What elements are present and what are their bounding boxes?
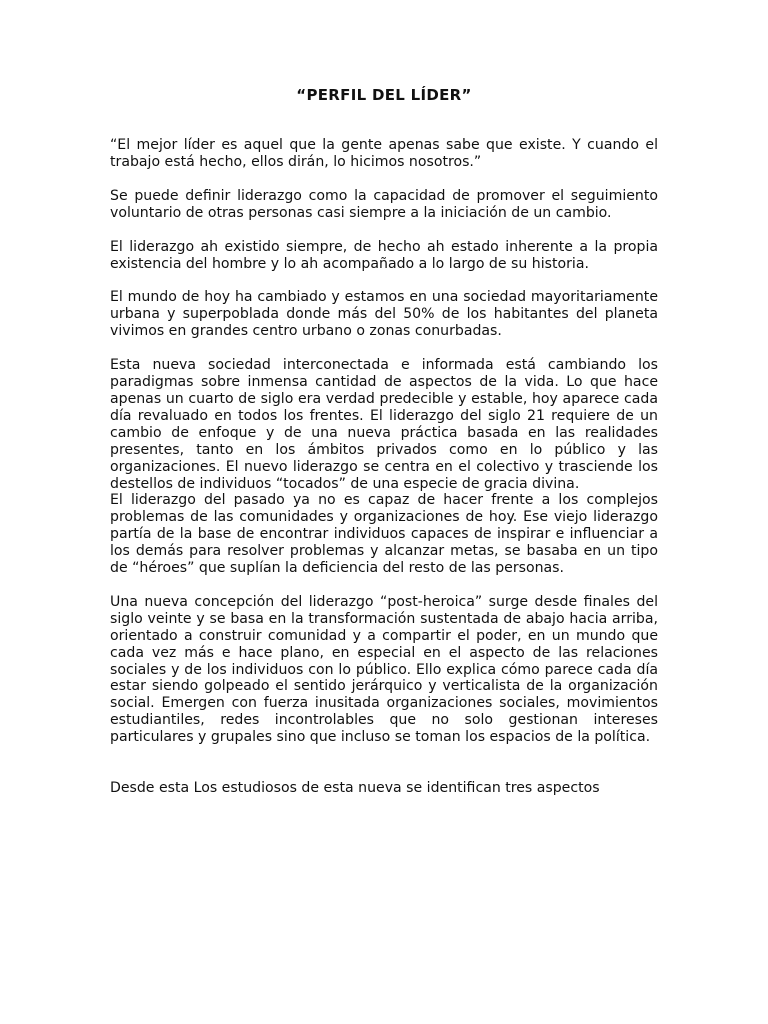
- paragraph-new-society: Esta nueva sociedad interconectada e informada está cambiando los paradigmas sobre inmensa cantidad de aspectos de la vida. Lo que hace apenas un cuarto de siglo era verdad predecible y estable, hoy aparece cada día revaluado en todos los frentes. El liderazgo del siglo 21 requiere de un cambio de enfoque y de una nueva práctica basada en las realidades presentes, tanto en los ámbitos privados como en lo público y las organizaciones. El nuevo liderazgo se centra en el colectivo y trasciende los destellos de individuos “tocados” de una especie de gracia divina.: [110, 357, 658, 492]
- document-body: [110, 137, 658, 814]
- paragraph-closing: Desde esta Los estudiosos de esta nueva se identifican tres aspectos: [110, 780, 600, 797]
- document-title: “PERFIL DEL LÍDER”: [296, 86, 472, 104]
- paragraph-definition: Se puede definir liderazgo como la capacidad de promover el seguimiento voluntario de otras personas casi siempre a la iniciación de un cambio.: [110, 187, 658, 221]
- paragraph-post-heroic: Una nueva concepción del liderazgo “post-heroica” surge desde finales del siglo veinte y se basa en la transformación sustentada de abajo hacia arriba, orientado a construir comunidad y a compartir el poder, en un mundo que cada vez más e hace plano, en especial en el aspecto de las relaciones sociales y de los individuos con lo público. Ello explica cómo parece cada día estar siendo golpeado el sentido jerárquico y verticalista de la organización social. Emergen con fuerza inusitada organizaciones sociales, movimientos estudiantiles, redes incontrolables que no solo gestionan intereses particulares y grupales sino que incluso se toman los espacios de la política.: [110, 593, 658, 746]
- paragraph-quote: “El mejor líder es aquel que la gente apenas sabe que existe. Y cuando el trabajo está hecho, ellos dirán, lo hicimos nosotros.”: [110, 137, 658, 170]
- paragraph-past-leadership: El liderazgo del pasado ya no es capaz de hacer frente a los complejos problemas de las comunidades y organizaciones de hoy. Ese viejo liderazgo partía de la base de encontrar individuos capaces de inspirar e influenciar a los demás para resolver problemas y alcanzar metas, se basaba en un tipo de “héroes” que suplían la deficiencia del resto de las personas.: [110, 492, 658, 577]
- paragraph-history: El liderazgo ah existido siempre, de hecho ah estado inherente a la propia existencia del hombre y lo ah acompañado a lo largo de su historia.: [110, 238, 658, 272]
- paragraph-world-today: El mundo de hoy ha cambiado y estamos en una sociedad mayoritariamente urbana y superpoblada donde más del 50% de los habitantes del planeta vivimos en grandes centro urbano o zonas conurbadas.: [110, 289, 658, 340]
